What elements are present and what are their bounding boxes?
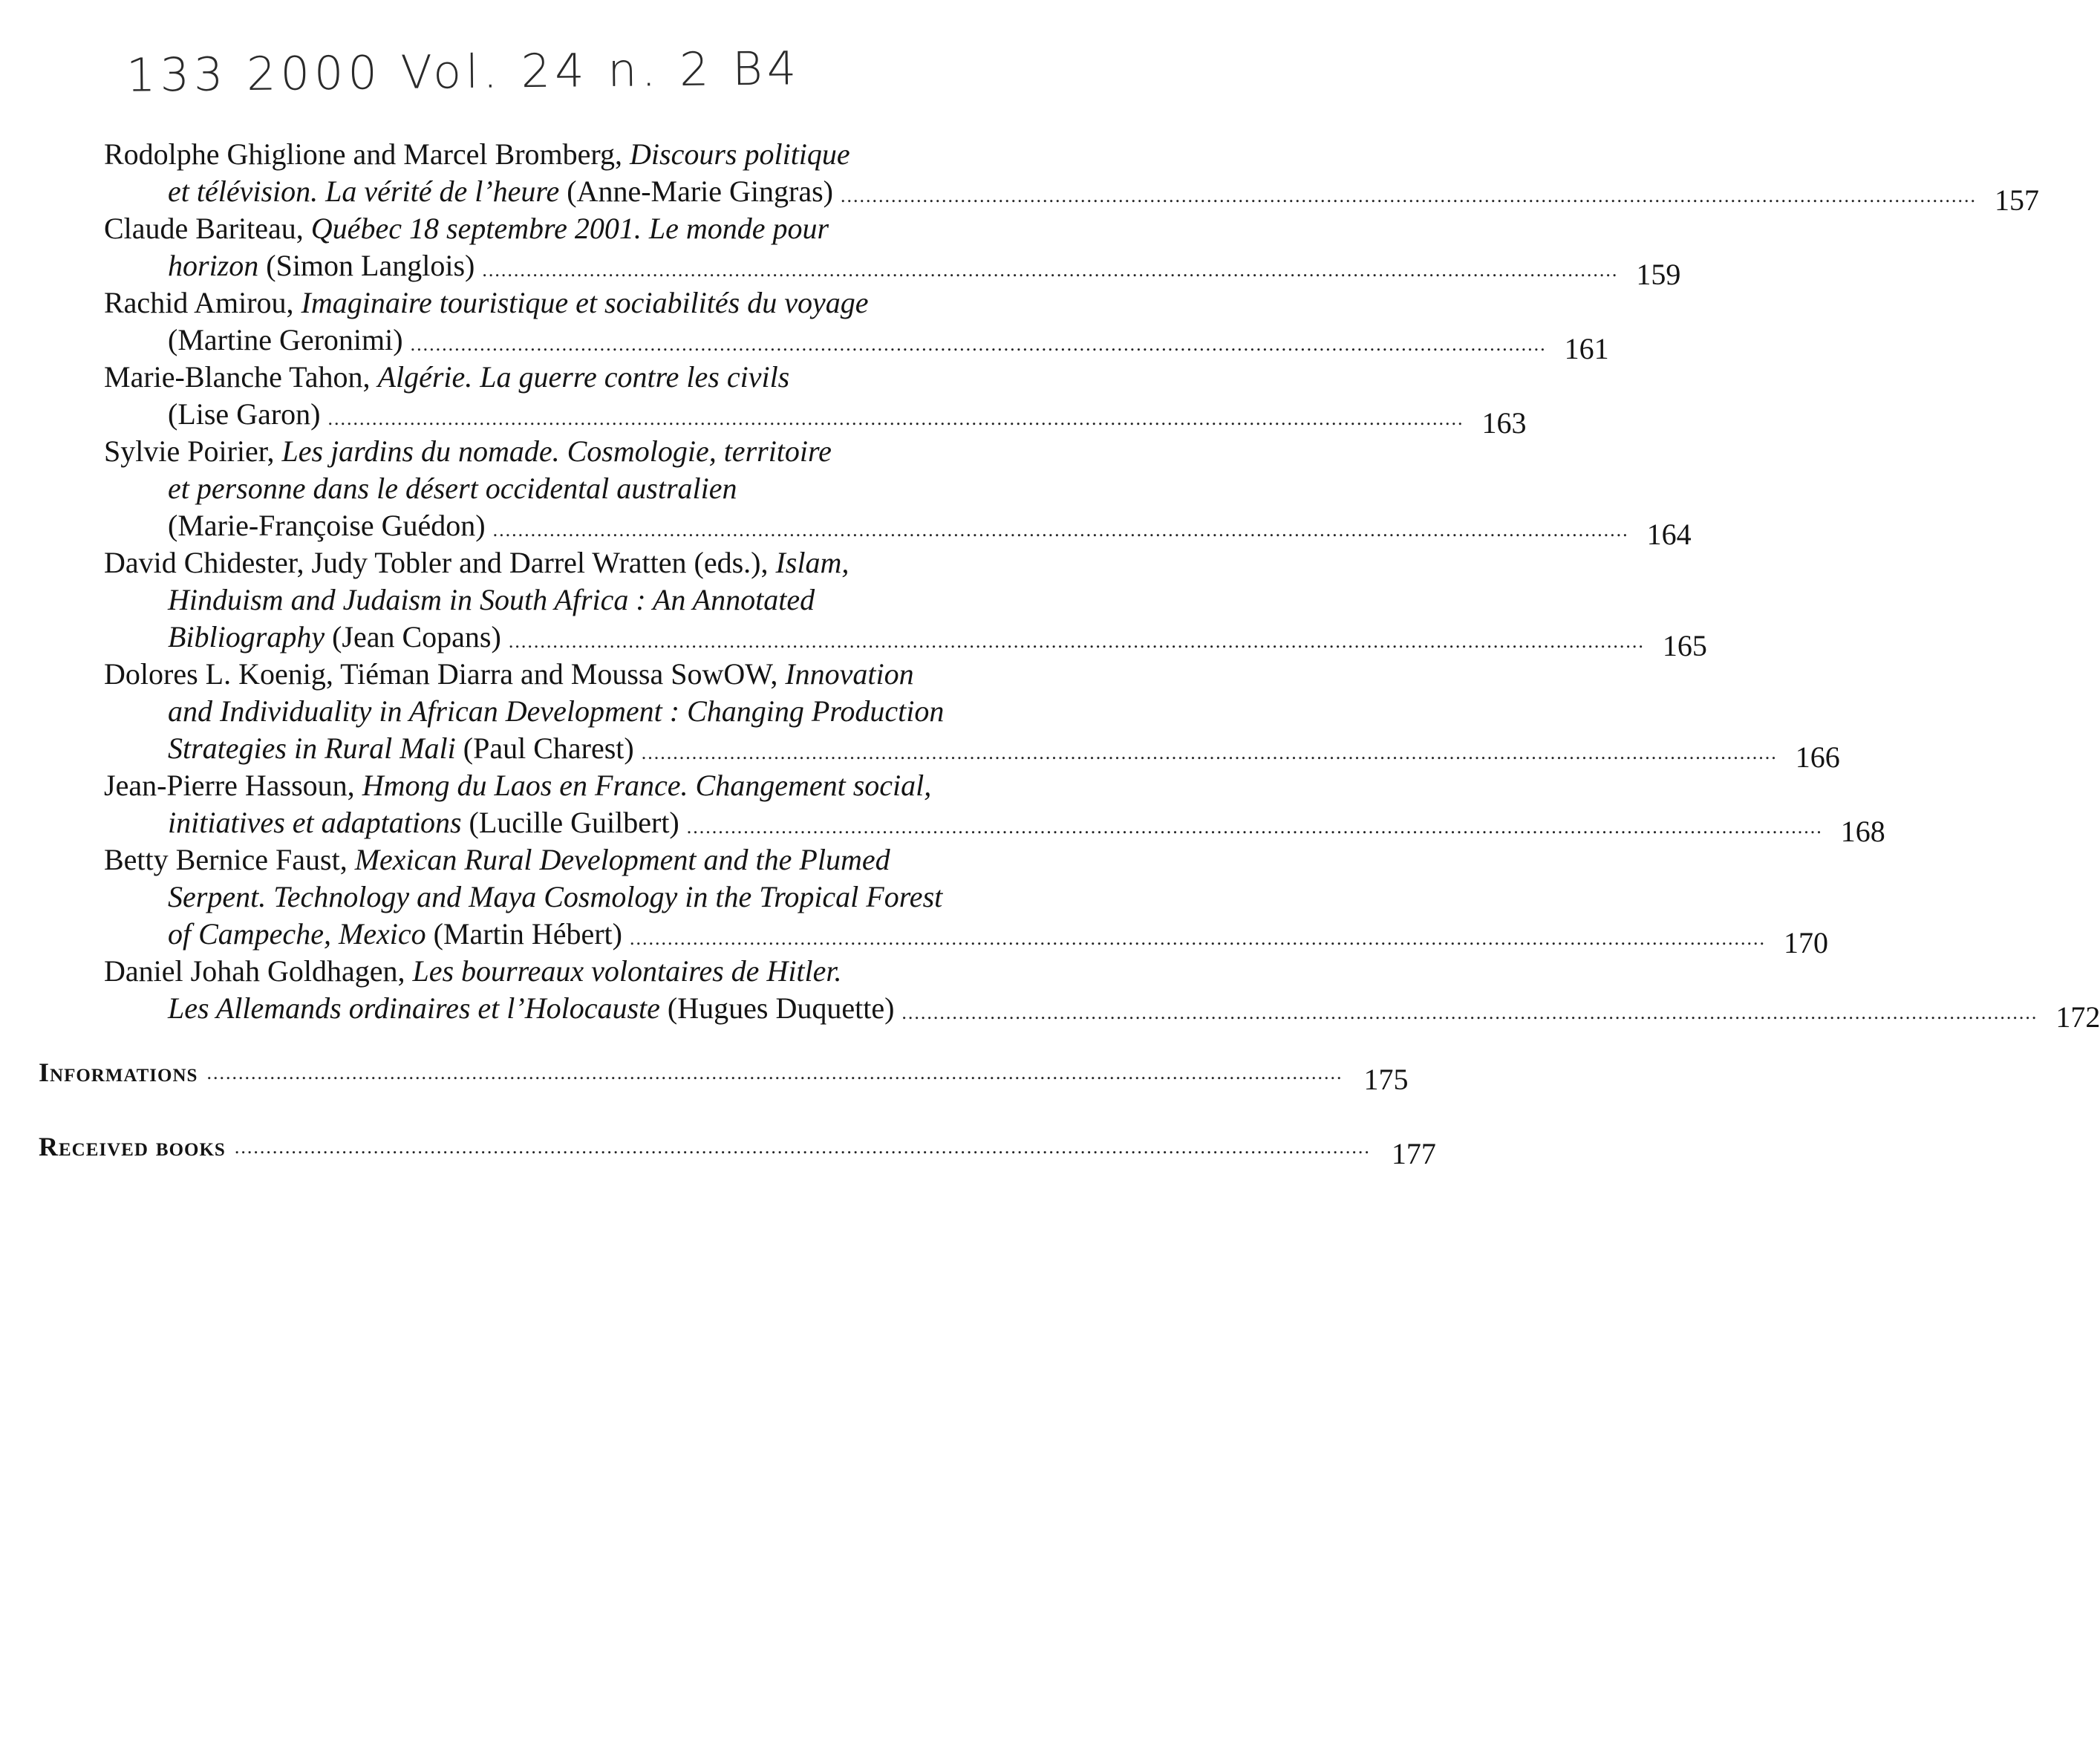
entry-title: and Individuality in African Development : Changing Production [168, 694, 945, 728]
entry-page-number: 161 [1564, 332, 1609, 365]
entry-reviewer: (Jean Copans) [332, 620, 501, 654]
entry-reviewer: (Lucille Guilbert) [469, 806, 679, 839]
entry-authors: Marie-Blanche Tahon, [104, 360, 371, 394]
section-label: Received books [39, 1132, 226, 1161]
toc-entry[interactable] [104, 544, 1707, 662]
entry-title: Hinduism and Judaism in South Africa : An Annotated [168, 583, 815, 616]
entry-reviewer: (Martin Hébert) [433, 917, 622, 951]
entry-reviewer: (Simon Langlois) [266, 249, 475, 282]
entry-page-number: 165 [1662, 629, 1707, 662]
entry-title: Algérie. La guerre contre les civils [377, 360, 790, 394]
entry-title: et télévision. La vérité de l’heure [168, 175, 560, 208]
toc-entry[interactable] [104, 359, 1527, 440]
entry-authors: Betty Bernice Faust, [104, 843, 348, 876]
dot-leader: .................................................................................................................................................................................... [327, 408, 1464, 429]
entry-page-number: 163 [1481, 406, 1527, 440]
toc-entry[interactable] [104, 433, 1692, 551]
entry-reviewer: (Marie-Françoise Guédon) [168, 509, 486, 542]
dot-leader: .................................................................................................................................................................................... [234, 1136, 1371, 1158]
dot-leader: .................................................................................................................................................................................... [641, 742, 1778, 763]
entry-page-number: 170 [1783, 926, 1828, 959]
entry-authors: Rachid Amirou, [104, 286, 294, 319]
toc-entry[interactable] [104, 953, 2100, 1034]
entry-title: Les jardins du nomade. Cosmologie, territoire [281, 434, 832, 468]
entry-title: Strategies in Rural Mali [168, 731, 456, 765]
entry-title: Mexican Rural Development and the Plumed [354, 843, 890, 876]
entry-title: Discours politique [630, 137, 850, 171]
entry-authors: Sylvie Poirier, [104, 434, 275, 468]
entry-page-number: 164 [1646, 518, 1692, 551]
entry-page-number: 172 [2055, 1000, 2100, 1034]
section-label: Informations [39, 1057, 198, 1087]
entry-reviewer: (Lise Garon) [168, 397, 321, 431]
entry-page-number: 159 [1636, 258, 1681, 291]
entry-title: of Campeche, Mexico [168, 917, 426, 951]
dot-leader: .................................................................................................................................................................................... [410, 333, 1547, 355]
toc-entry[interactable] [104, 284, 1609, 365]
entry-title: et personne dans le désert occidental australien [168, 472, 737, 505]
toc-entry[interactable] [104, 656, 1840, 774]
entry-reviewer: (Paul Charest) [463, 731, 634, 765]
entry-page-number: 166 [1795, 740, 1840, 774]
entry-reviewer: (Anne-Marie Gingras) [567, 175, 833, 208]
section-page-number: 177 [1391, 1137, 1436, 1170]
entry-title: Islam, [775, 546, 850, 579]
entry-title: initiatives et adaptations [168, 806, 462, 839]
toc-section-informations[interactable] [39, 1056, 1409, 1096]
entry-authors: Dolores L. Koenig, Tiéman Diarra and Moussa SowOW, [104, 657, 778, 691]
entry-authors: Jean-Pierre Hassoun, [104, 769, 355, 802]
entry-title: Hmong du Laos en France. Changement social, [362, 769, 932, 802]
handwritten-note: 133 2000 Vol. 24 n. 2 B4 [125, 41, 801, 102]
toc-entry[interactable] [104, 841, 1828, 959]
toc-entry[interactable] [104, 767, 1885, 848]
entry-authors: David Chidester, Judy Tobler and Darrel Wratten (eds.), [104, 546, 769, 579]
entry-authors: Claude Bariteau, [104, 212, 304, 245]
toc-entry[interactable] [104, 136, 2039, 217]
entry-authors: Daniel Johah Goldhagen, [104, 954, 405, 988]
table-of-contents [104, 136, 2100, 1034]
entry-title: Imaginaire touristique et sociabilités du voyage [301, 286, 869, 319]
entry-title: Serpent. Technology and Maya Cosmology in the Tropical Forest [168, 880, 943, 913]
dot-leader: .................................................................................................................................................................................... [492, 519, 1629, 541]
dot-leader: .................................................................................................................................................................................... [508, 630, 1645, 652]
entry-page-number: 168 [1840, 815, 1885, 848]
toc-entry[interactable] [104, 210, 1681, 291]
entry-authors: Rodolphe Ghiglione and Marcel Bromberg, [104, 137, 623, 171]
entry-reviewer: (Hugues Duquette) [667, 991, 895, 1025]
dot-leader: .................................................................................................................................................................................... [482, 259, 1619, 281]
entry-reviewer: (Martine Geronimi) [168, 323, 403, 356]
entry-title: horizon [168, 249, 259, 282]
entry-title: Québec 18 septembre 2001. Le monde pour [310, 212, 829, 245]
dot-leader: .................................................................................................................................................................................... [840, 185, 1977, 206]
entry-title: Innovation [785, 657, 914, 691]
dot-leader: .................................................................................................................................................................................... [206, 1062, 1343, 1083]
toc-section-received-books[interactable] [39, 1130, 1436, 1170]
entry-title: Les bourreaux volontaires de Hitler. [412, 954, 842, 988]
entry-title: Les Allemands ordinaires et l’Holocauste [168, 991, 660, 1025]
dot-leader: .................................................................................................................................................................................... [629, 928, 1766, 949]
dot-leader: .................................................................................................................................................................................... [901, 1002, 2038, 1023]
section-page-number: 175 [1363, 1063, 1409, 1096]
entry-page-number: 157 [1994, 183, 2039, 217]
entry-title: Bibliography [168, 620, 325, 654]
dot-leader: .................................................................................................................................................................................... [686, 816, 1823, 838]
